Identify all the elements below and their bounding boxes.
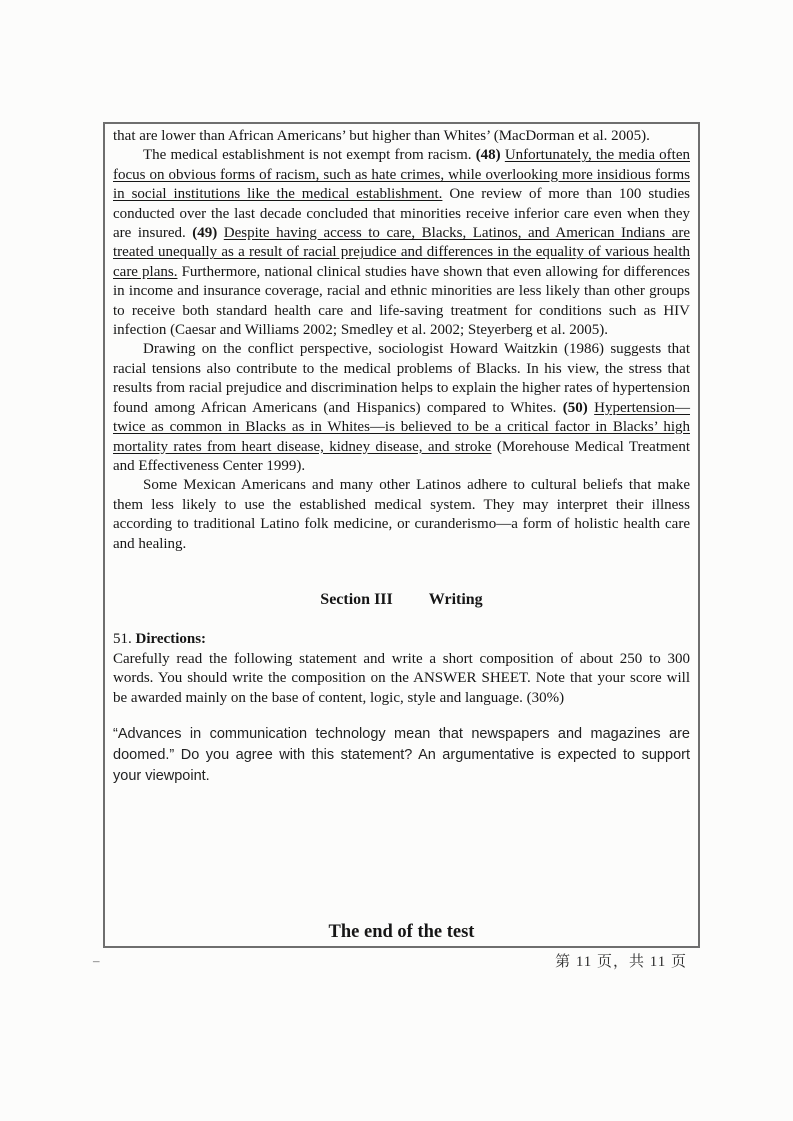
directions-number: 51. xyxy=(113,631,136,648)
writing-prompt-statement: “Advances in communication technology mean that newspapers and magazines are doomed.” Do you agree with this statement? An argumentative is expected to support your viewpoint. xyxy=(113,725,690,784)
section-heading-title: Writing xyxy=(428,590,483,608)
passage-text: One review of more than 100 studies conducted over the last decade concluded that minorities receive inferior care even when they are insured. xyxy=(113,186,691,242)
directions-body: Carefully read the following statement and write a short composition of about 250 to 300 words. You should write the composition on the ANSWER SHEET. Note that your score will be awarded mainly on the base of content, logic, style and language. (30%) xyxy=(113,650,690,706)
passage-text: The medical establishment is not exempt from racism. xyxy=(143,147,476,164)
page-number-footer: 第 11 页，共 11 页 xyxy=(555,954,687,970)
margin-dash-mark: – xyxy=(93,953,100,968)
document-content-box xyxy=(103,122,700,948)
end-of-test-note: The end of the test xyxy=(328,922,475,942)
question-number: (49) xyxy=(192,225,224,242)
passage-text: that are lower than African Americans’ but higher than Whites’ (MacDorman et al. 2005). xyxy=(113,128,650,144)
section-heading-number: Section III xyxy=(320,590,393,608)
underlined-answer-sentence: Hypertension—twice as common in Blacks as in Whites—is believed to be a critical factor in Blacks’ high mortality rates from heart disease, kidney disease, and stroke xyxy=(113,399,690,455)
passage-paragraph xyxy=(113,146,690,340)
underlined-answer-sentence: Despite having access to care, Blacks, Latinos, and American Indians are treated unequally as a result of racial prejudice and differences in the equality of various health care plans. xyxy=(113,225,690,280)
reading-passage xyxy=(113,127,690,554)
passage-text: Drawing on the conflict perspective, sociologist Howard Waitzkin (1986) suggests that racial tensions also contribute to the medical problems of Blacks. In his view, the stress that results from racial prejudice and discrimination helps to explain the higher rates of hypertension found among African Americans (and Hispanics) compared to Whites. xyxy=(113,341,690,416)
passage-text: Some Mexican Americans and many other Latinos adhere to cultural beliefs that make them less likely to use the established medical system. They may interpret their illness according to traditional Latino folk medicine, or curanderismo—a form of holistic health care and healing. xyxy=(113,477,690,552)
passage-paragraph xyxy=(113,476,690,554)
passage-text: (Morehouse Medical Treatment and Effectiveness Center 1999). xyxy=(113,438,691,474)
directions-label: Directions: xyxy=(135,631,207,648)
directions-label-line xyxy=(113,630,690,649)
question-number: (48) xyxy=(475,147,505,164)
passage-text: Furthermore, national clinical studies have shown that even allowing for differences in income and insurance coverage, racial and ethnic minorities are less likely than other groups to receive both standard health care and life-saving treatment for conditions such as HIV infection (Caesar and Williams 2002; Smedley et al. 2002; Steyerberg et al. 2005). xyxy=(113,263,690,339)
section-heading xyxy=(113,590,690,609)
passage-paragraph xyxy=(113,127,690,146)
underlined-answer-sentence: Unfortunately, the media often focus on obvious forms of racism, such as hate crimes, while overlooking more insidious forms in social institutions like the medical establishment. xyxy=(113,147,690,203)
passage-paragraph xyxy=(113,340,690,476)
question-number: (50) xyxy=(562,399,595,416)
